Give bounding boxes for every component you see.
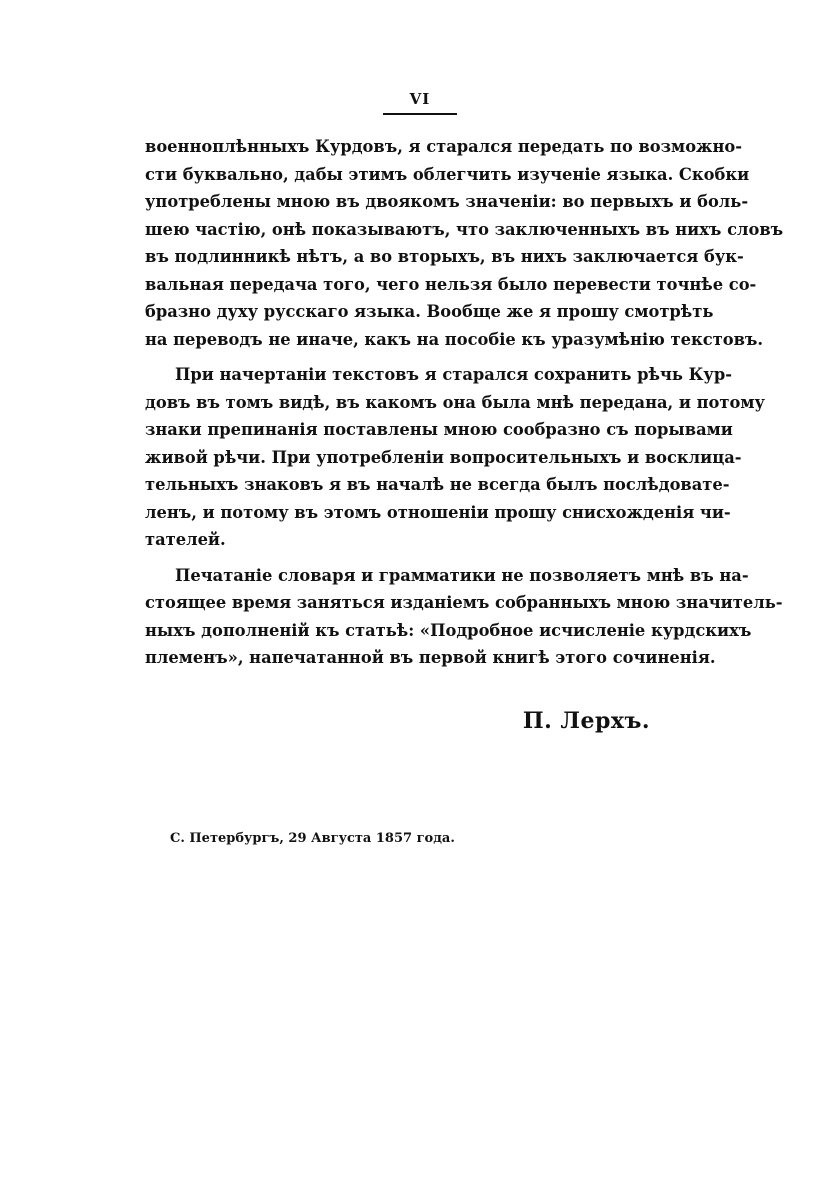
- text-line: знаки препинанія поставлены мною сообразно съ порывами: [145, 420, 733, 439]
- text-line: ныхъ дополненій къ статьѣ: «Подробное исчисленіе курдскихъ: [145, 620, 752, 640]
- text-line: довъ въ томъ видѣ, въ какомъ она была мнѣ передана, и потому: [145, 392, 765, 412]
- header-rule: [383, 113, 457, 115]
- text-line: племенъ», напечатанной въ первой книгѣ этого сочиненія.: [145, 648, 716, 667]
- text-line: тельныхъ знаковъ я въ началѣ не всегда былъ послѣдовате-: [145, 475, 730, 494]
- paragraph-2: [145, 361, 765, 554]
- text-line: сти буквально, дабы этимъ облегчить изученіе языка. Скобки: [145, 164, 750, 184]
- text-line: стоящее время заняться изданіемъ собранныхъ мною значитель-: [145, 593, 783, 612]
- text-line: шею частію, онѣ показываютъ, что заключенныхъ въ нихъ словъ: [145, 219, 784, 239]
- text-line: употреблены мною въ двоякомъ значеніи: во первыхъ и боль-: [145, 192, 749, 211]
- text-line: ленъ, и потому въ этомъ отношеніи прошу снисхожденія чи-: [145, 502, 731, 522]
- text-line: живой рѣчи. При употребленіи вопросительныхъ и восклица-: [145, 447, 742, 467]
- text-line: Печатаніе словаря и грамматики не позволяетъ мнѣ въ на-: [175, 565, 749, 585]
- text-line: на переводъ не иначе, какъ на пособіе къ уразумѣнію текстовъ.: [145, 329, 764, 349]
- text-line: въ подлинникѣ нѣтъ, а во вторыхъ, въ нихъ заключается бук-: [145, 247, 744, 266]
- dateline: С. Петербургъ, 29 Августа 1857 года.: [170, 831, 455, 846]
- text-line: При начертаніи текстовъ я старался сохранить рѣчь Кур-: [175, 365, 732, 384]
- page-number: VI: [409, 90, 431, 108]
- body-text: [145, 133, 784, 680]
- text-line: военноплѣнныхъ Курдовъ, я старался передать по возможно-: [145, 137, 743, 156]
- text-line: бразно духу русскаго языка. Вообще же я прошу смотрѣть: [145, 302, 714, 321]
- paragraph-1: [145, 133, 784, 353]
- signature: П. Лерхъ.: [522, 708, 650, 734]
- text-line: вальная передача того, чего нельзя было перевести точнѣе со-: [145, 274, 757, 294]
- text-line: тателей.: [145, 530, 226, 549]
- paragraph-3: [145, 562, 783, 672]
